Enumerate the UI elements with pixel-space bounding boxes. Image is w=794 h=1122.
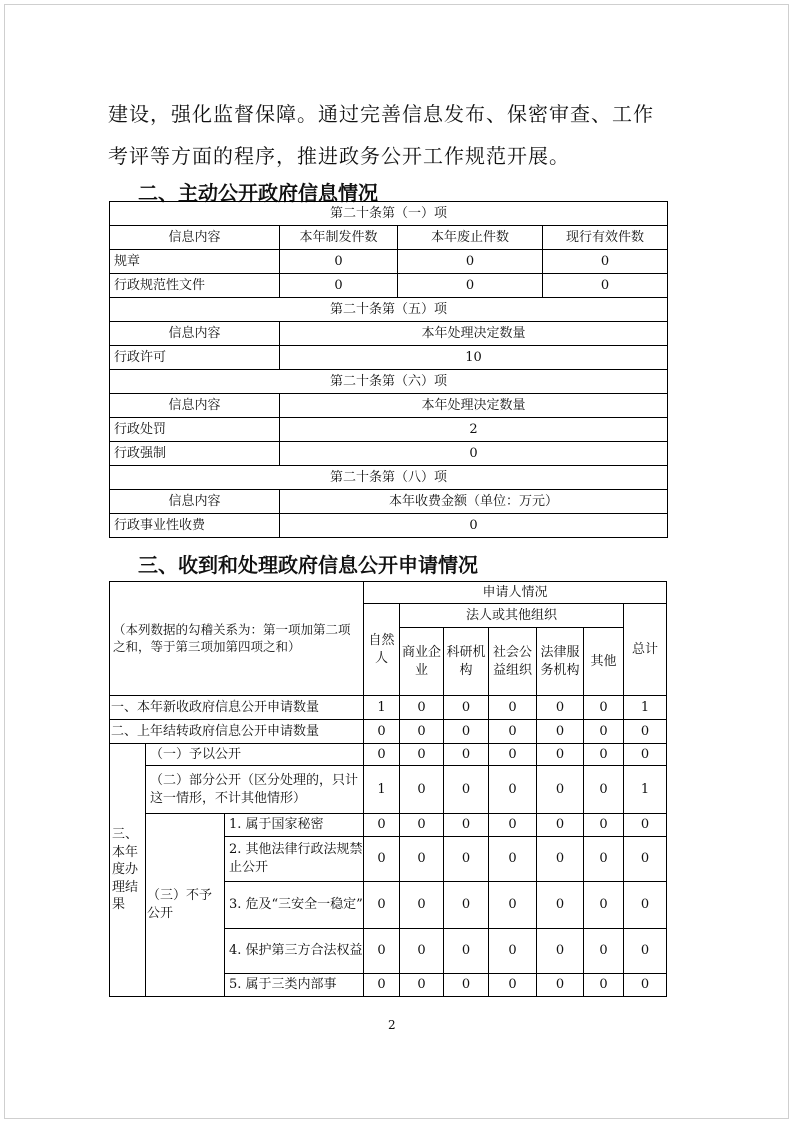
cell-value: 0	[584, 882, 624, 929]
row-label: （一）予以公开	[146, 744, 364, 766]
result-label: 三、本年度办理结果	[110, 744, 146, 997]
cell-value: 0	[584, 929, 624, 974]
art1-header-content: 信息内容	[110, 226, 280, 250]
art8-header-content: 信息内容	[110, 490, 280, 514]
cell-value: 0	[584, 720, 624, 744]
art1-header-issued: 本年制发件数	[280, 226, 398, 250]
col-research: 科研机构	[444, 628, 489, 696]
cell-value: 0	[489, 814, 537, 837]
cell-value: 0	[398, 274, 543, 298]
table-row	[110, 346, 668, 370]
cell-value: 0	[444, 814, 489, 837]
cell-value: 0	[537, 744, 584, 766]
cell-value: 0	[584, 744, 624, 766]
cell-value: 0	[624, 837, 667, 882]
cell-value: 0	[489, 882, 537, 929]
row-label: 一、本年新收政府信息公开申请数量	[110, 696, 364, 720]
cell-value: 0	[400, 814, 444, 837]
cell-value: 1	[364, 696, 400, 720]
col-legal-service: 法律服务机构	[537, 628, 584, 696]
application-table	[109, 581, 667, 997]
row-label: 1. 属于国家秘密	[225, 814, 364, 837]
cell-value: 0	[400, 766, 444, 814]
cell-value: 0	[444, 766, 489, 814]
table-row	[110, 720, 667, 744]
cell-value: 0	[543, 274, 668, 298]
cell-value: 0	[489, 837, 537, 882]
check-relation-note: （本列数据的勾稽关系为：第一项加第二项之和，等于第三项加第四项之和）	[110, 582, 364, 696]
cell-value: 0	[364, 974, 400, 997]
table-row	[110, 744, 667, 766]
cell-value: 0	[444, 882, 489, 929]
cell-value: 0	[543, 250, 668, 274]
cell-value: 0	[624, 720, 667, 744]
cell-value: 0	[624, 882, 667, 929]
cell-value: 0	[624, 974, 667, 997]
cell-value: 0	[489, 974, 537, 997]
art6-title: 第二十条第（六）项	[110, 370, 668, 394]
cell-value: 0	[537, 720, 584, 744]
cell-value: 0	[400, 974, 444, 997]
cell-value: 0	[537, 766, 584, 814]
cell-value: 0	[624, 744, 667, 766]
row-label: 3. 危及“三安全一稳定”	[225, 882, 364, 929]
cell-value: 0	[280, 274, 398, 298]
table-row	[110, 514, 668, 538]
art6-header-count: 本年处理决定数量	[280, 394, 668, 418]
cell-value: 0	[364, 744, 400, 766]
art5-title: 第二十条第（五）项	[110, 298, 668, 322]
art5-header-count: 本年处理决定数量	[280, 322, 668, 346]
row-label: 2. 其他法律行政法规禁止公开	[225, 837, 364, 882]
cell-value: 0	[400, 744, 444, 766]
cell-value: 0	[444, 929, 489, 974]
art8-title: 第二十条第（八）项	[110, 466, 668, 490]
section-2-heading: 二、主动公开政府信息情况	[138, 181, 378, 205]
art1-header-valid: 现行有效件数	[543, 226, 668, 250]
total-header: 总计	[624, 604, 667, 696]
org-header: 法人或其他组织	[400, 604, 624, 628]
row-label: （二）部分公开（区分处理的，只计这一情形，不计其他情形）	[146, 766, 364, 814]
intro-line-2: 考评等方面的程序，推进政务公开工作规范开展。	[108, 144, 570, 168]
table-row	[110, 814, 667, 837]
cell-value: 0	[444, 744, 489, 766]
cell-value: 0	[364, 882, 400, 929]
cell-value: 1	[624, 696, 667, 720]
cell-value: 0	[537, 974, 584, 997]
col-business: 商业企业	[400, 628, 444, 696]
cell-value: 2	[280, 418, 668, 442]
table-row	[110, 442, 668, 466]
cell-value: 1	[364, 766, 400, 814]
intro-line-1: 建设，强化监督保障。通过完善信息发布、保密审查、工作	[108, 102, 654, 126]
row-label: 行政处罚	[110, 418, 280, 442]
table-row	[110, 418, 668, 442]
cell-value: 0	[364, 720, 400, 744]
cell-value: 0	[537, 696, 584, 720]
natural-person-header: 自然人	[364, 604, 400, 696]
cell-value: 0	[537, 837, 584, 882]
cell-value: 0	[489, 766, 537, 814]
cell-value: 0	[400, 837, 444, 882]
page-number: 2	[388, 1018, 396, 1032]
cell-value: 0	[489, 929, 537, 974]
art5-header-content: 信息内容	[110, 322, 280, 346]
col-other: 其他	[584, 628, 624, 696]
cell-value: 0	[444, 720, 489, 744]
cell-value: 0	[400, 882, 444, 929]
art8-header-amount: 本年收费金额（单位：万元）	[280, 490, 668, 514]
art1-title: 第二十条第（一）项	[110, 202, 668, 226]
cell-value: 0	[364, 929, 400, 974]
row-label: 4. 保护第三方合法权益	[225, 929, 364, 974]
cell-value: 0	[280, 250, 398, 274]
cell-value: 0	[584, 837, 624, 882]
art1-header-abolished: 本年废止件数	[398, 226, 543, 250]
cell-value: 10	[280, 346, 668, 370]
col-public-welfare: 社会公益组织	[489, 628, 537, 696]
cell-value: 0	[537, 929, 584, 974]
cell-value: 0	[444, 837, 489, 882]
cell-value: 0	[624, 929, 667, 974]
cell-value: 0	[537, 882, 584, 929]
cell-value: 0	[444, 696, 489, 720]
cell-value: 0	[398, 250, 543, 274]
cell-value: 0	[489, 720, 537, 744]
row-label: 5. 属于三类内部事	[225, 974, 364, 997]
table-row	[110, 696, 667, 720]
art6-header-content: 信息内容	[110, 394, 280, 418]
row-label: 行政许可	[110, 346, 280, 370]
cell-value: 0	[584, 814, 624, 837]
table-row	[110, 274, 668, 298]
cell-value: 0	[489, 696, 537, 720]
cell-value: 0	[624, 814, 667, 837]
cell-value: 0	[400, 929, 444, 974]
cell-value: 0	[364, 837, 400, 882]
cell-value: 0	[537, 814, 584, 837]
row-label: 行政强制	[110, 442, 280, 466]
cell-value: 0	[489, 744, 537, 766]
cell-value: 0	[364, 814, 400, 837]
table-row	[110, 250, 668, 274]
not-open-label: （三）不予公开	[146, 814, 225, 997]
cell-value: 0	[584, 766, 624, 814]
cell-value: 0	[584, 974, 624, 997]
cell-value: 0	[400, 696, 444, 720]
cell-value: 0	[280, 442, 668, 466]
cell-value: 0	[444, 974, 489, 997]
row-label: 二、上年结转政府信息公开申请数量	[110, 720, 364, 744]
row-label: 行政事业性收费	[110, 514, 280, 538]
row-label: 规章	[110, 250, 280, 274]
section-3-heading: 三、收到和处理政府信息公开申请情况	[138, 553, 478, 577]
cell-value: 0	[280, 514, 668, 538]
cell-value: 1	[624, 766, 667, 814]
table-row	[110, 766, 667, 814]
cell-value: 0	[584, 696, 624, 720]
active-disclosure-table	[109, 201, 668, 538]
applicant-header: 申请人情况	[364, 582, 667, 604]
row-label: 行政规范性文件	[110, 274, 280, 298]
cell-value: 0	[400, 720, 444, 744]
